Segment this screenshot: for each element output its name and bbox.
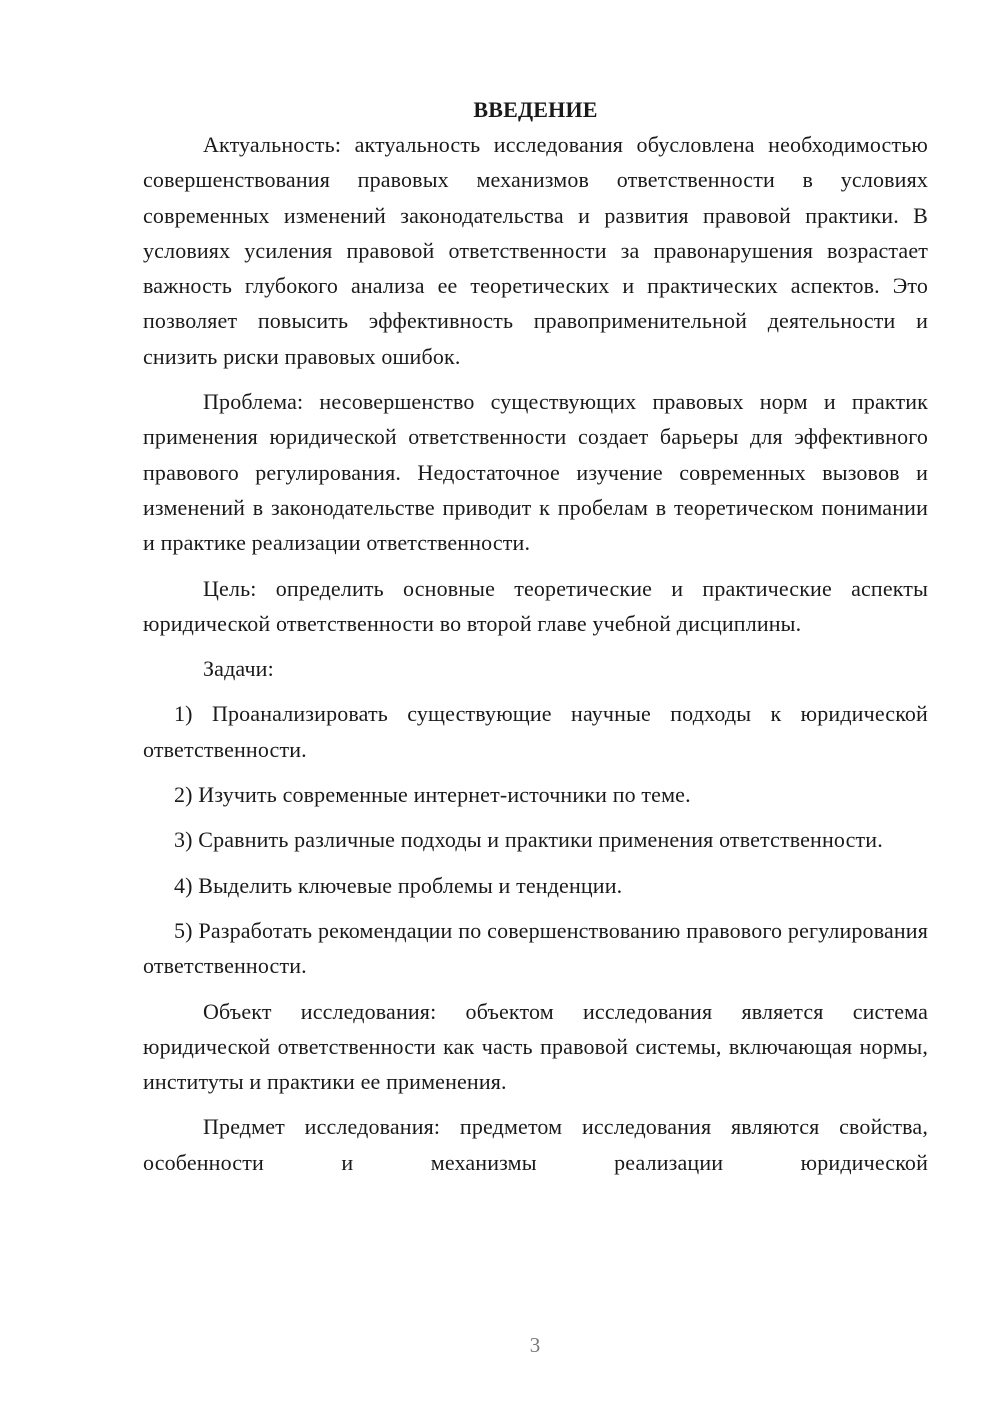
tasks-label: Задачи: xyxy=(203,656,274,682)
problem-paragraph: Проблема: несовершенство существующих правовых норм и практик применения юридической ответственности создает барьеры для эффективного правового регулирования. Недостаточное изучение современных вызовов и изменений в законодательстве приводит к пробелам в теоретическом понимании и практике реализации ответственности. xyxy=(143,389,928,556)
document-page xyxy=(143,92,928,1180)
section-heading: ВВЕДЕНИЕ xyxy=(473,97,598,122)
subject-paragraph: Предмет исследования: предметом исследования являются свойства, особенности и механизмы реализации юридической xyxy=(143,1114,928,1175)
page-number: 3 xyxy=(529,1333,541,1357)
goal-paragraph: Цель: определить основные теоретические и практические аспекты юридической ответственности во второй главе учебной дисциплины. xyxy=(143,575,928,636)
task-item-2: 2) Изучить современные интернет-источники по теме. xyxy=(174,782,691,808)
task-item-1: 1) Проанализировать существующие научные подходы к юридической ответственности. xyxy=(143,701,928,762)
relevance-paragraph: Актуальность: актуальность исследования обусловлена необходимостью совершенствования правовых механизмов ответственности в условиях современных изменений законодательства и развития правовой практики. В условиях усиления правовой ответственности за правонарушения возрастает важность глубокого анализа ее теоретических и практических аспектов. Это позволяет повысить эффективность правоприменительной деятельности и снизить риски правовых ошибок. xyxy=(143,132,928,369)
task-item-3: 3) Сравнить различные подходы и практики применения ответственности. xyxy=(174,827,883,853)
object-paragraph: Объект исследования: объектом исследования является система юридической ответственности как часть правовой системы, включающая нормы, институты и практики ее применения. xyxy=(143,998,928,1095)
task-item-4: 4) Выделить ключевые проблемы и тенденции. xyxy=(174,872,623,898)
task-item-5: 5) Разработать рекомендации по совершенствованию правового регулирования ответственности. xyxy=(143,917,928,979)
